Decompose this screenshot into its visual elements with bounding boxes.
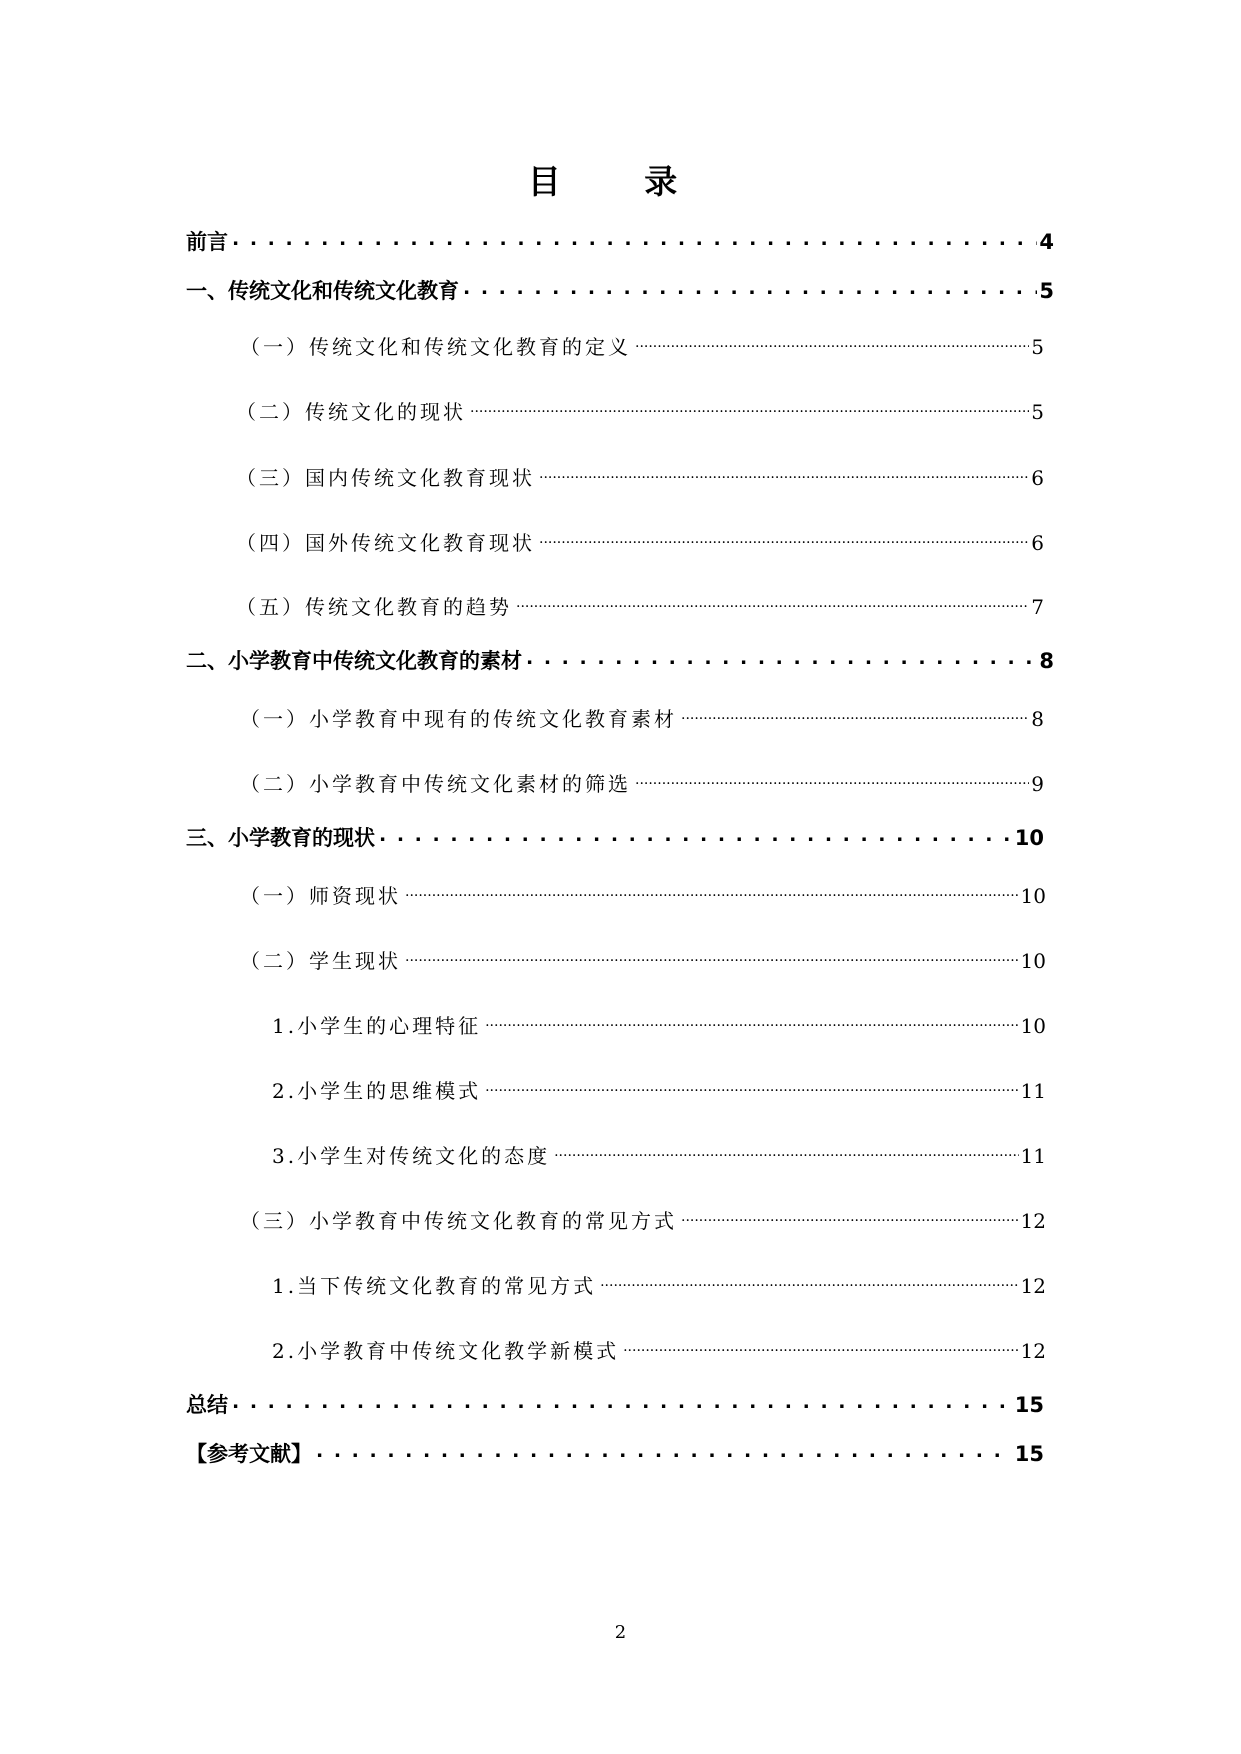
toc-entry-title: （四）国外传统文化教育现状 [236, 531, 535, 555]
toc-entry-page: 4 [1039, 230, 1054, 254]
toc-entry-title: 【参考文献】 [186, 1442, 312, 1466]
toc-entry-page: 7 [1031, 595, 1044, 619]
toc-entry-section-1-1[interactable] [240, 332, 1044, 362]
toc-entry-subsection-3-2-1[interactable] [272, 1011, 1046, 1041]
toc-entry-section-2-2[interactable] [240, 769, 1044, 799]
toc-entry-page: 8 [1031, 707, 1044, 731]
toc-entry-title: （二）学生现状 [240, 949, 401, 973]
toc-entry-chapter-3[interactable] [186, 823, 1044, 853]
toc-entry-title: （一）传统文化和传统文化教育的定义 [240, 335, 631, 359]
toc-entry-conclusion[interactable] [186, 1390, 1044, 1420]
dot-leader [539, 463, 1029, 493]
toc-entry-preface[interactable] [186, 227, 1054, 257]
toc-entry-title: 前言 [186, 230, 228, 254]
toc-entry-page: 8 [1039, 649, 1054, 673]
toc-entry-title: （二）传统文化的现状 [236, 400, 466, 424]
toc-entry-page: 12 [1020, 1274, 1046, 1298]
dot-leader [232, 227, 1037, 257]
toc-entry-page: 10 [1020, 949, 1046, 973]
toc-entry-chapter-1[interactable] [186, 276, 1054, 306]
toc-entry-chapter-2[interactable] [186, 646, 1054, 676]
toc-entry-page: 15 [1014, 1393, 1044, 1417]
toc-entry-page: 10 [1020, 884, 1046, 908]
toc-entry-title: 3.小学生对传统文化的态度 [272, 1144, 551, 1168]
dot-leader [681, 704, 1029, 734]
toc-entry-page: 12 [1020, 1339, 1046, 1363]
dot-leader [635, 769, 1029, 799]
toc-entry-references[interactable] [186, 1439, 1044, 1469]
toc-entry-section-1-3[interactable] [236, 463, 1044, 493]
dot-leader [485, 1076, 1018, 1106]
dot-leader [526, 646, 1037, 676]
toc-entry-section-2-1[interactable] [240, 704, 1044, 734]
toc-entry-page: 12 [1020, 1209, 1046, 1233]
dot-leader [470, 397, 1029, 427]
toc-entry-page: 5 [1031, 335, 1044, 359]
toc-entry-page: 5 [1031, 400, 1044, 424]
toc-entry-title: 1.小学生的心理特征 [272, 1014, 482, 1038]
toc-entry-page: 6 [1031, 531, 1044, 555]
dot-leader [232, 1390, 1013, 1420]
toc-entry-title: （一）师资现状 [240, 884, 401, 908]
toc-entry-section-1-2[interactable] [236, 397, 1044, 427]
toc-heading: 目 录 [527, 162, 714, 201]
dot-leader [623, 1336, 1018, 1366]
dot-leader [539, 528, 1029, 558]
toc-entry-page: 5 [1039, 279, 1054, 303]
toc-entry-title: 一、传统文化和传统文化教育 [186, 279, 459, 303]
toc-entry-page: 11 [1020, 1144, 1046, 1168]
toc-entry-section-3-2[interactable] [240, 946, 1046, 976]
toc-entry-section-3-3[interactable] [240, 1206, 1046, 1236]
toc-entry-title: 三、小学教育的现状 [186, 826, 375, 850]
toc-entry-section-1-4[interactable] [236, 528, 1044, 558]
toc-entry-section-3-1[interactable] [240, 881, 1046, 911]
dot-leader [405, 881, 1019, 911]
toc-entry-title: （二）小学教育中传统文化素材的筛选 [240, 772, 631, 796]
dot-leader [379, 823, 1013, 853]
toc-entry-subsection-3-2-3[interactable] [272, 1141, 1046, 1171]
toc-entry-title: 2.小学生的思维模式 [272, 1079, 482, 1103]
toc-entry-title: 二、小学教育中传统文化教育的素材 [186, 649, 522, 673]
toc-entry-title: （三）小学教育中传统文化教育的常见方式 [240, 1209, 677, 1233]
dot-leader [681, 1206, 1019, 1236]
dot-leader [600, 1271, 1018, 1301]
toc-entry-title: 1.当下传统文化教育的常见方式 [272, 1274, 597, 1298]
dot-leader [516, 592, 1029, 622]
toc-entry-page: 15 [1014, 1442, 1044, 1466]
dot-leader [635, 332, 1029, 362]
page-number: 2 [614, 1622, 627, 1643]
dot-leader [463, 276, 1037, 306]
toc-entry-title: 总结 [186, 1393, 228, 1417]
toc-entry-page: 10 [1020, 1014, 1046, 1038]
toc-entry-subsection-3-3-1[interactable] [272, 1271, 1046, 1301]
toc-entry-page: 10 [1014, 826, 1044, 850]
toc-entry-subsection-3-3-2[interactable] [272, 1336, 1046, 1366]
toc-entry-page: 6 [1031, 466, 1044, 490]
dot-leader [316, 1439, 1013, 1469]
toc-entry-page: 11 [1020, 1079, 1046, 1103]
toc-entry-page: 9 [1031, 772, 1044, 796]
toc-entry-subsection-3-2-2[interactable] [272, 1076, 1046, 1106]
toc-entry-title: （五）传统文化教育的趋势 [236, 595, 512, 619]
dot-leader [554, 1141, 1018, 1171]
toc-entry-section-1-5[interactable] [236, 592, 1044, 622]
dot-leader [485, 1011, 1018, 1041]
toc-entry-title: （三）国内传统文化教育现状 [236, 466, 535, 490]
toc-entry-title: 2.小学教育中传统文化教学新模式 [272, 1339, 620, 1363]
toc-entry-title: （一）小学教育中现有的传统文化教育素材 [240, 707, 677, 731]
dot-leader [405, 946, 1019, 976]
